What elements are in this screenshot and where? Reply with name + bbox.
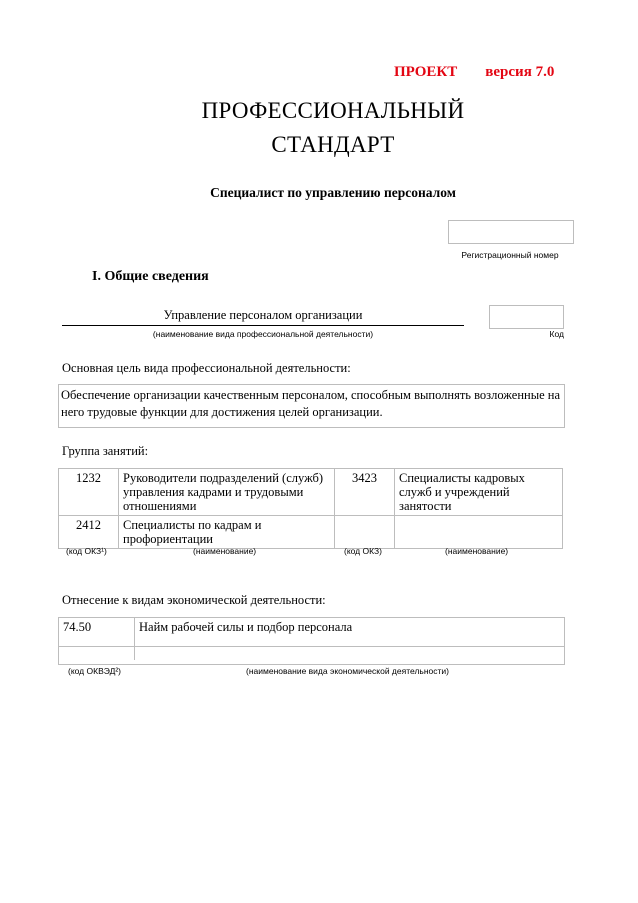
- activity-name: Управление персоналом организации: [163, 308, 363, 322]
- document-subtitle: Специалист по управлению персоналом: [210, 185, 456, 200]
- table-row: [59, 469, 563, 516]
- table-row: [59, 516, 563, 549]
- version-label: версия 7.0: [485, 64, 555, 80]
- okz-code-cell: [335, 516, 395, 549]
- economic-activity-name-cell: Найм рабочей силы и подбор персонала: [139, 620, 353, 634]
- occupation-name-cell: Специалисты кадровых служб и учреждений занятости: [395, 469, 563, 516]
- title-line-2: СТАНДАРТ: [271, 132, 395, 157]
- economic-activity-table: [58, 617, 565, 665]
- okz-code-cell: 1232: [59, 469, 119, 516]
- section-heading: I. Общие сведения: [92, 269, 209, 284]
- table-row: [59, 646, 564, 664]
- okved-code-cell: 74.50: [59, 618, 135, 646]
- okz-code-caption: (код ОКЗ): [344, 546, 382, 556]
- registration-number-caption: Регистрационный номер: [461, 250, 559, 260]
- occupation-name-caption: (наименование): [445, 546, 509, 556]
- okz-code-cell: 3423: [335, 469, 395, 516]
- document-title: [150, 94, 516, 162]
- occupation-name-cell: Специалисты по кадрам и профориентации: [119, 516, 335, 549]
- registration-number-field[interactable]: [448, 220, 574, 244]
- occupation-name-cell: Руководители подразделений (служб) управления кадрами и трудовыми отношениями: [119, 469, 335, 516]
- draft-version-label: [394, 64, 554, 81]
- occupation-name-cell: [395, 516, 563, 549]
- title-line-1: ПРОФЕССИОНАЛЬНЫЙ: [201, 98, 465, 123]
- economic-activity-name-cell: [135, 647, 564, 664]
- draft-label: ПРОЕКТ: [394, 64, 458, 80]
- table-row: [59, 618, 564, 646]
- occupation-group-table: [58, 468, 563, 549]
- activity-code-field[interactable]: [489, 305, 564, 329]
- okved-code-cell: [59, 647, 135, 660]
- okz-code-cell: 2412: [59, 516, 119, 549]
- activity-underline: [62, 325, 464, 326]
- economic-activity-name-caption: (наименование вида экономической деятельности): [246, 666, 449, 676]
- activity-name-caption: (наименование вида профессиональной деятельности): [152, 329, 374, 339]
- okz-code-caption: (код ОКЗ¹): [66, 546, 107, 556]
- occupation-name-caption: (наименование): [193, 546, 257, 556]
- goal-text-box: Обеспечение организации качественным персоналом, способным выполнять возложенные на него трудовые функции для достижения целей организации.: [58, 384, 565, 428]
- activity-code-caption: Код: [549, 329, 564, 339]
- goal-label: Основная цель вида профессиональной деятельности:: [62, 361, 351, 375]
- okved-code-caption: (код ОКВЭД²): [68, 666, 121, 676]
- occupation-group-label: Группа занятий:: [62, 444, 149, 458]
- economic-activity-label: Отнесение к видам экономической деятельности:: [62, 593, 326, 607]
